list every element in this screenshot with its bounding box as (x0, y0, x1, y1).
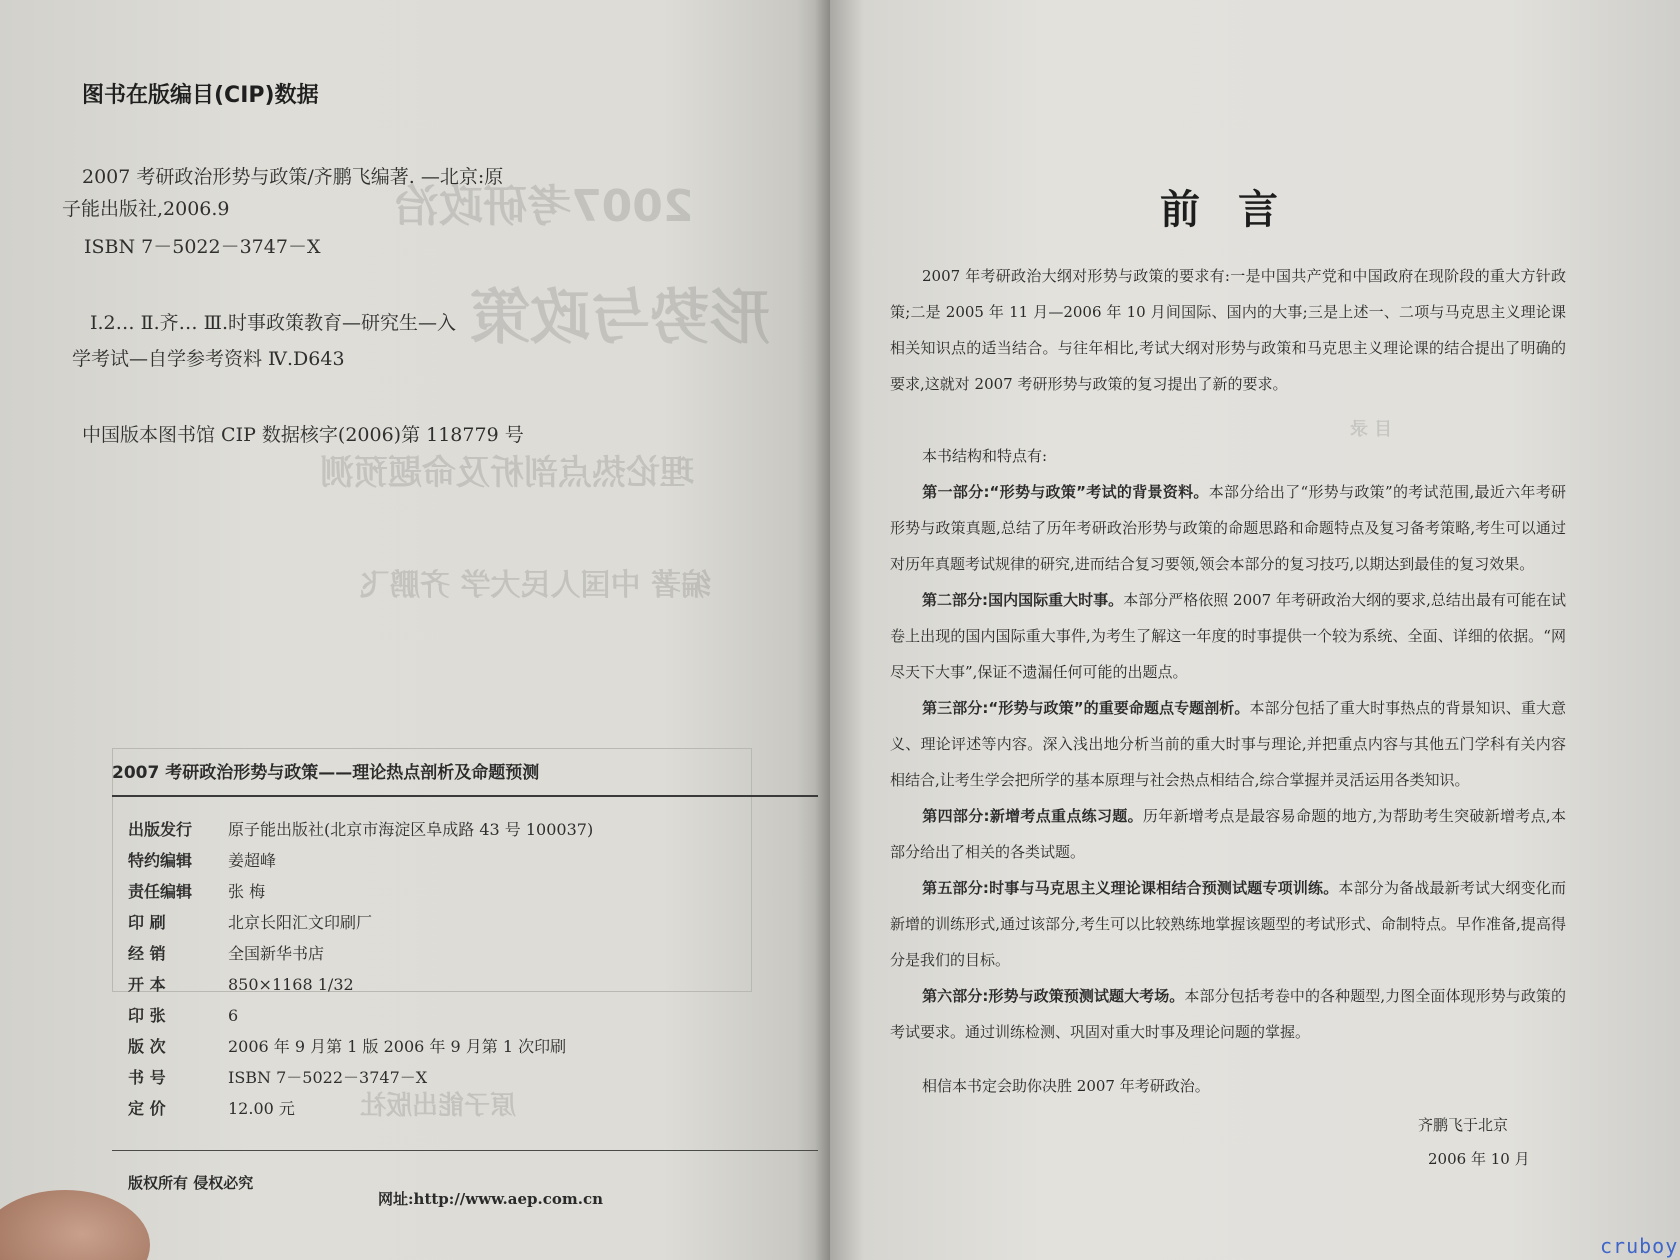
cip-line: Ⅰ.2… Ⅱ.齐… Ⅲ.时事政策教育—研究生—入 (90, 312, 457, 334)
pub-label: 定 价 (128, 1099, 166, 1118)
show-through-text: 理论热点剖析及命题预测 (320, 453, 694, 493)
preface-title: 前言 (1160, 187, 1316, 233)
pub-label: 书 号 (128, 1068, 166, 1087)
divider (112, 795, 818, 797)
pub-value: 6 (228, 1006, 239, 1025)
pub-value: ISBN 7－5022－3747－X (228, 1068, 428, 1087)
publisher-website: 网址:http://www.aep.com.cn (378, 1190, 603, 1208)
show-through-text: 目 录 (1350, 419, 1393, 440)
preface-date: 2006 年 10 月 (1428, 1150, 1530, 1168)
watermark: cruboy (1600, 1234, 1679, 1258)
pub-value: 850×1168 1/32 (228, 975, 354, 994)
left-page (0, 0, 830, 1260)
imprint-title: 2007 考研政治形势与政策——理论热点剖析及命题预测 (112, 763, 540, 783)
pub-value: 2006 年 9 月第 1 版 2006 年 9 月第 1 次印刷 (228, 1037, 567, 1056)
pub-label: 经 销 (128, 944, 166, 963)
preface-paragraph (890, 438, 1566, 474)
pub-row (128, 1065, 427, 1088)
paragraph-text: 2007 年考研政治大纲对形势与政策的要求有:一是中国共产党和中国政府在现阶段的重大方针政策;二是 2005 年 11 月—2006 年 10 月间国际、国内的大事;三是上述一、二项与马克思主义理论课相关知识点的适当结合。与往年相比,考试大纲对形势与政策和马克思主义理论课的结合提出了明确的要求,这就对 2007 考研形势与政策的复习提出了新的要求。 (890, 267, 1566, 393)
pub-value: 原子能出版社(北京市海淀区阜成路 43 号 100037) (228, 820, 594, 839)
section-heading: 第六部分:形势与政策预测试题大考场。 (922, 987, 1185, 1005)
pub-label: 印 张 (128, 1006, 166, 1025)
preface-paragraph (890, 870, 1566, 978)
preface-paragraph (890, 258, 1566, 402)
pub-row (128, 1003, 238, 1026)
show-through-text: 编著 中国人民大学 齐鹏飞 (360, 568, 711, 603)
paragraph-text: 本部分包括考卷中的各种题型,力图全面体现形势与政策的考试要求。通过训练检测、巩固对重大时事及理论问题的掌握。 (890, 987, 1566, 1041)
pub-row (128, 910, 372, 933)
section-heading: 第二部分:国内国际重大时事。 (922, 591, 1124, 609)
pub-row (128, 817, 593, 840)
pub-value: 姜超峰 (228, 851, 277, 870)
pub-value: 张 梅 (228, 882, 266, 901)
pub-row (128, 1034, 566, 1057)
pub-value: 全国新华书店 (228, 944, 325, 963)
pub-value: 12.00 元 (228, 1099, 295, 1118)
pub-label: 开 本 (128, 975, 166, 994)
preface-paragraph (890, 978, 1566, 1050)
pub-row (128, 879, 265, 902)
section-heading: 第一部分:“形势与政策”考试的背景资料。 (922, 483, 1209, 501)
preface-paragraph (890, 1068, 1566, 1104)
pub-row (128, 848, 276, 871)
cip-line: 学考试—自学参考资料 Ⅳ.D643 (72, 348, 345, 370)
pub-label: 印 刷 (128, 913, 166, 932)
paragraph-text: 本部分严格依照 2007 年考研政治大纲的要求,总结出最有可能在试卷上出现的国内国际重大事件,为考生了解这一年度的时事提供一个较为系统、全面、详细的依据。“网尽天下大事”,保证不遗漏任何可能的出题点。 (890, 591, 1567, 681)
paragraph-text: 历年新增考点是最容易命题的地方,为帮助考生突破新增考点,本部分给出了相关的各类试题。 (890, 807, 1566, 861)
cip-line: 中国版本图书馆 CIP 数据核字(2006)第 118779 号 (82, 424, 524, 446)
cip-heading: 图书在版编目(CIP)数据 (82, 83, 319, 108)
show-through-text: 原子能出版社 (360, 1091, 517, 1121)
thumb (0, 1190, 150, 1260)
paragraph-text: 本部分给出了“形势与政策”的考试范围,最近六年考研形势与政策真题,总结了历年考研政治形势与政策的命题思路和命题特点及复习备考策略,考生可以通过对历年真题考试规律的研究,进而结合复习要领,领会本部分的复习技巧,以期达到最佳的复习效果。 (890, 483, 1567, 573)
pub-label: 版 次 (128, 1037, 166, 1056)
paragraph-text: 相信本书定会助你决胜 2007 年考研政治。 (922, 1077, 1210, 1095)
show-through-text: 形势与政策 (470, 283, 770, 353)
preface-paragraph (890, 690, 1566, 798)
author-signature: 齐鹏飞于北京 (1418, 1116, 1509, 1134)
cip-line: 2007 考研政治形势与政策/齐鹏飞编著. —北京:原 (82, 166, 504, 188)
section-heading: 第四部分:新增考点重点练习题。 (922, 807, 1143, 825)
pub-row (128, 972, 354, 995)
show-through-text: 2007考研政治 (395, 181, 694, 232)
divider (112, 1150, 818, 1151)
pub-label: 出版发行 (128, 820, 193, 839)
preface-paragraph (890, 798, 1566, 870)
copyright-notice: 版权所有 侵权必究 (128, 1174, 254, 1192)
pub-label: 责任编辑 (128, 882, 193, 901)
pub-row (128, 1096, 295, 1119)
pub-value: 北京长阳汇文印刷厂 (228, 913, 373, 932)
paragraph-text: 本书结构和特点有: (922, 447, 1048, 465)
paragraph-text: 本部分包括了重大时事热点的背景知识、重大意义、理论评述等内容。深入浅出地分析当前的重大时事与理论,并把重点内容与其他五门学科有关内容相结合,让考生学会把所学的基本原理与社会热点相结合,综合掌握并灵活运用各类知识。 (890, 699, 1566, 789)
preface-paragraph (890, 582, 1566, 690)
section-heading: 第三部分:“形势与政策”的重要命题点专题剖析。 (922, 699, 1250, 717)
section-heading: 第五部分:时事与马克思主义理论课相结合预测试题专项训练。 (922, 879, 1339, 897)
pub-row (128, 941, 324, 964)
preface-paragraph (890, 474, 1566, 582)
pub-label: 特约编辑 (128, 851, 193, 870)
cip-line: ISBN 7－5022－3747－X (84, 236, 321, 258)
paragraph-text: 本部分为备战最新考试大纲变化而新增的训练形式,通过该部分,考生可以比较熟练地掌握该题型的考试形式、命制特点。早作准备,提高得分是我们的目标。 (890, 879, 1566, 969)
cip-line: 子能出版社,2006.9 (62, 198, 230, 220)
